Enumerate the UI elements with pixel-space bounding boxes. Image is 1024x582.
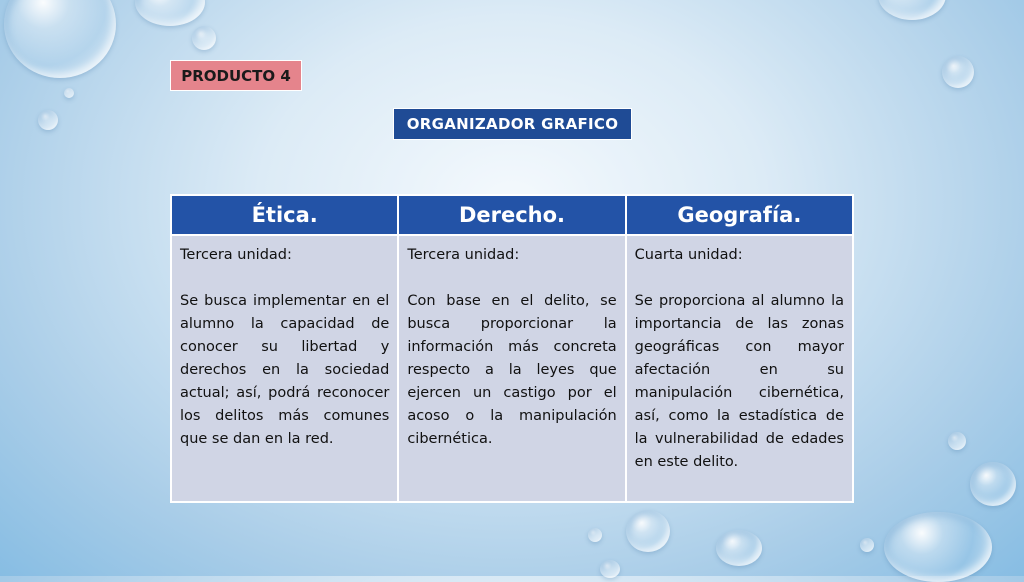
header-etica: Ética. bbox=[171, 195, 398, 235]
cell-text: Se proporciona al alumno la importancia de las zonas geográficas con mayor afectación en su manipulación cibernética, así, como la estadística de la vulnerabilidad de edades en este delito. bbox=[634, 293, 844, 470]
water-drop-decoration bbox=[135, 0, 205, 26]
organizer-label: ORGANIZADOR GRAFICO bbox=[393, 108, 632, 140]
water-drop-decoration bbox=[64, 88, 74, 98]
water-drop-decoration bbox=[884, 512, 992, 582]
water-drop-decoration bbox=[38, 110, 58, 130]
cell-text: Con base en el delito, se busca proporcionar la información más concreta respecto a la leyes que ejercen un castigo por el acoso o la manipulación cibernética. bbox=[407, 293, 617, 447]
product-label: PRODUCTO 4 bbox=[170, 60, 302, 91]
water-drop-decoration bbox=[860, 538, 874, 552]
table-header-row bbox=[171, 195, 853, 235]
water-drop-decoration bbox=[716, 530, 762, 566]
cell-unit: Tercera unidad: bbox=[407, 247, 520, 263]
organizer-table bbox=[170, 194, 854, 503]
water-drop-decoration bbox=[970, 462, 1016, 506]
water-drop-decoration bbox=[600, 560, 620, 578]
cell-etica bbox=[171, 235, 398, 502]
cell-geografia bbox=[626, 235, 853, 502]
table-row bbox=[171, 235, 853, 502]
water-drop-decoration bbox=[878, 0, 946, 20]
water-drop-decoration bbox=[626, 510, 670, 552]
header-derecho: Derecho. bbox=[398, 195, 625, 235]
water-drop-decoration bbox=[948, 432, 966, 450]
water-drop-decoration bbox=[4, 0, 116, 78]
cell-unit: Tercera unidad: bbox=[180, 247, 292, 263]
cell-derecho bbox=[398, 235, 625, 502]
water-drop-decoration bbox=[588, 528, 602, 542]
cell-unit: Cuarta unidad: bbox=[634, 247, 743, 263]
water-drop-decoration bbox=[942, 56, 974, 88]
water-drop-decoration bbox=[192, 26, 216, 50]
cell-text: Se busca implementar en el alumno la capacidad de conocer su libertad y derechos en la sociedad actual; así, podrá reconocer los delitos más comunes que se dan en la red. bbox=[180, 293, 390, 447]
header-geografia: Geografía. bbox=[626, 195, 853, 235]
